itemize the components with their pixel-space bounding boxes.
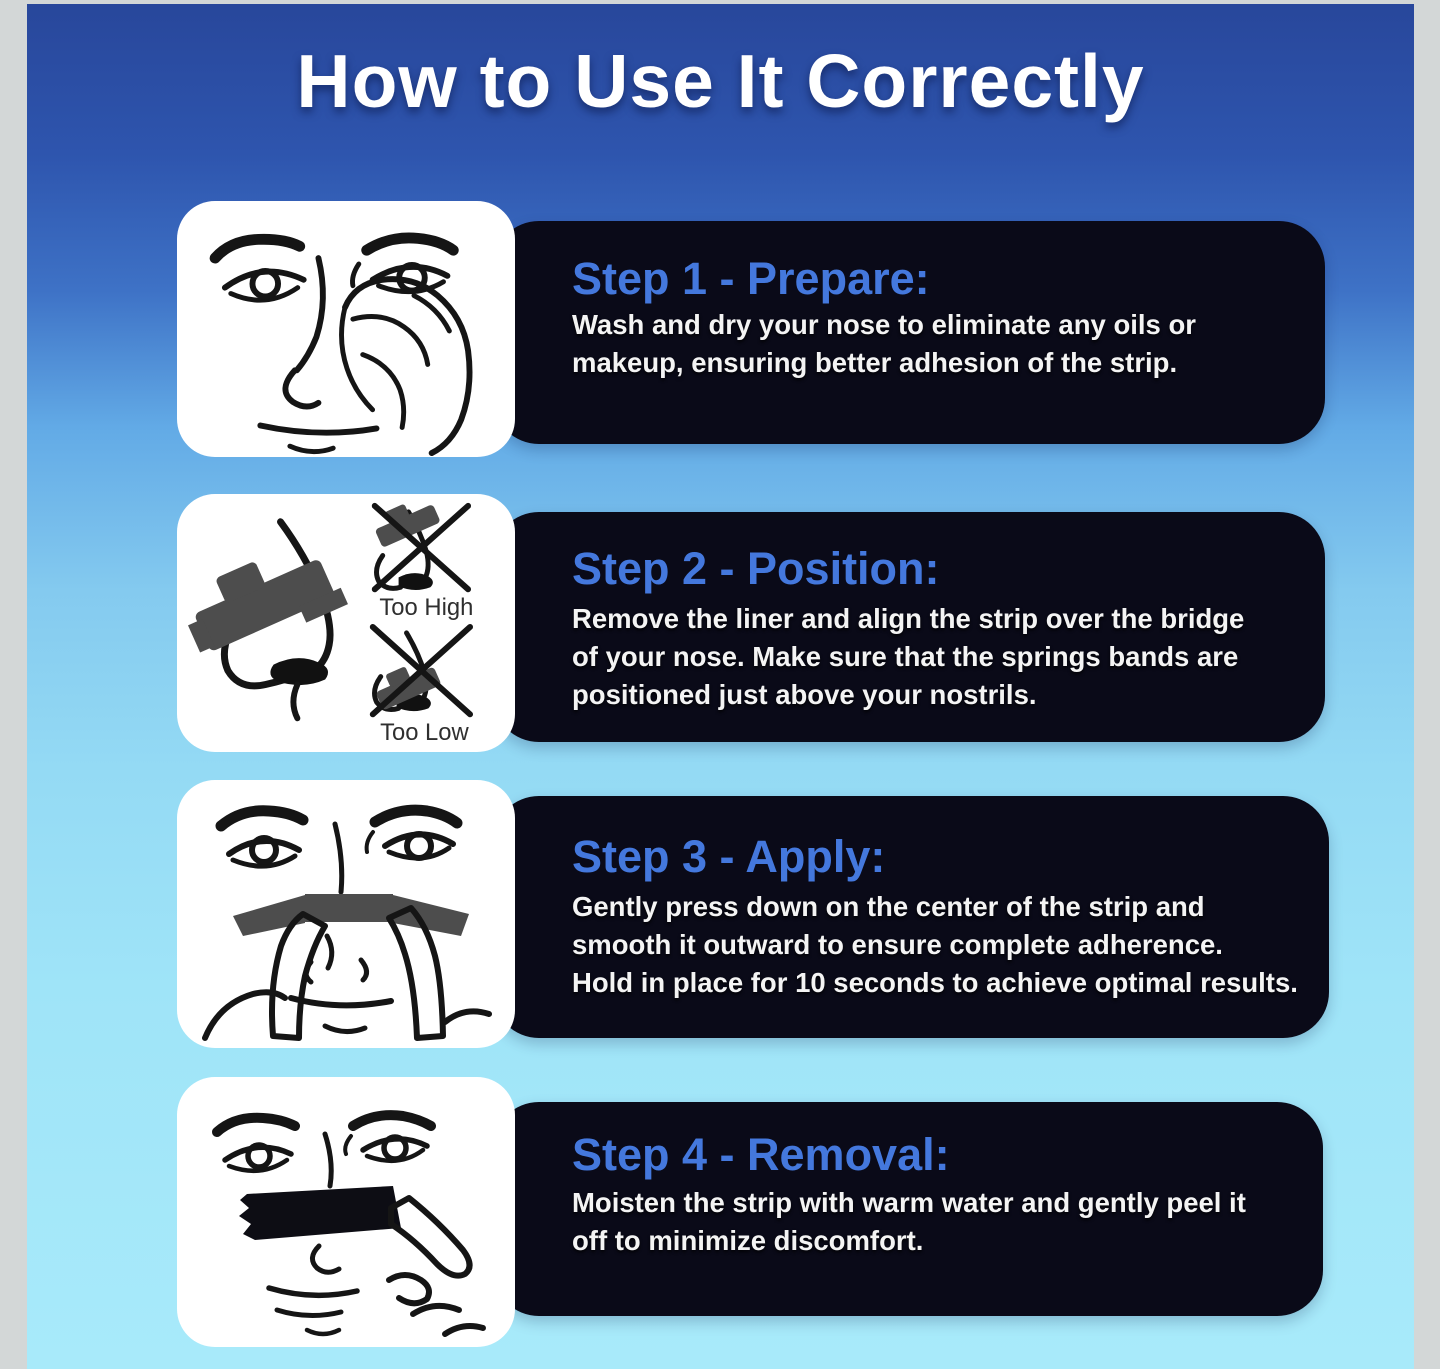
page-title: How to Use It Correctly [296, 39, 1145, 123]
step-2-body [572, 600, 1244, 714]
too-low-label: Too Low [380, 719, 469, 747]
step-2-body-line: of your nose. Make sure that the springs bands are [572, 641, 1239, 672]
step-4-heading: Step 4 - Removal: [572, 1129, 950, 1180]
step-4-body-line: Moisten the strip with warm water and gently peel it [572, 1187, 1246, 1218]
step-2-heading: Step 2 - Position: [572, 543, 940, 594]
nose-profile-strip-placement-illustration [177, 494, 515, 752]
step-1-body-line: Wash and dry your nose to eliminate any oils or [572, 309, 1196, 340]
step-2-text-panel [493, 512, 1325, 742]
too-high-label: Too High [379, 594, 474, 622]
step-3-body-line: Hold in place for 10 seconds to achieve optimal results. [572, 967, 1298, 998]
step-1-text-panel [493, 221, 1325, 444]
step-3-body [572, 888, 1298, 1002]
finger-peeling-strip-illustration [177, 1077, 515, 1347]
fingers-pressing-strip-illustration [177, 780, 515, 1048]
step-4-body [572, 1184, 1246, 1260]
step-3-heading: Step 3 - Apply: [572, 831, 886, 882]
step-2-body-line: Remove the liner and align the strip over the bridge [572, 603, 1245, 634]
nasal-strip-gray [233, 894, 469, 936]
step-1-illustration-card [177, 201, 515, 457]
step-1-body-line: makeup, ensuring better adhesion of the strip. [572, 347, 1178, 378]
step-3-illustration-card [177, 780, 515, 1048]
step-3-text-panel [493, 796, 1329, 1038]
step-2-body-line: positioned just above your nostrils. [572, 679, 1037, 710]
step-3-body-line: smooth it outward to ensure complete adherence. [572, 929, 1223, 960]
step-4-text-panel [493, 1102, 1323, 1316]
face-hand-washing-nose-illustration [177, 201, 515, 457]
nasal-strip-too-low [371, 627, 470, 746]
nasal-strip-black [239, 1186, 401, 1240]
step-1-body [572, 306, 1196, 382]
nasal-strip-correct [177, 533, 348, 667]
step-2-illustration-card [177, 494, 515, 752]
step-4-body-line: off to minimize discomfort. [572, 1225, 924, 1256]
step-4-illustration-card [177, 1077, 515, 1347]
nasal-strip-too-high [370, 494, 474, 621]
step-1-heading: Step 1 - Prepare: [572, 253, 930, 304]
step-3-body-line: Gently press down on the center of the strip and [572, 891, 1205, 922]
blue-gradient-panel [27, 4, 1414, 1369]
